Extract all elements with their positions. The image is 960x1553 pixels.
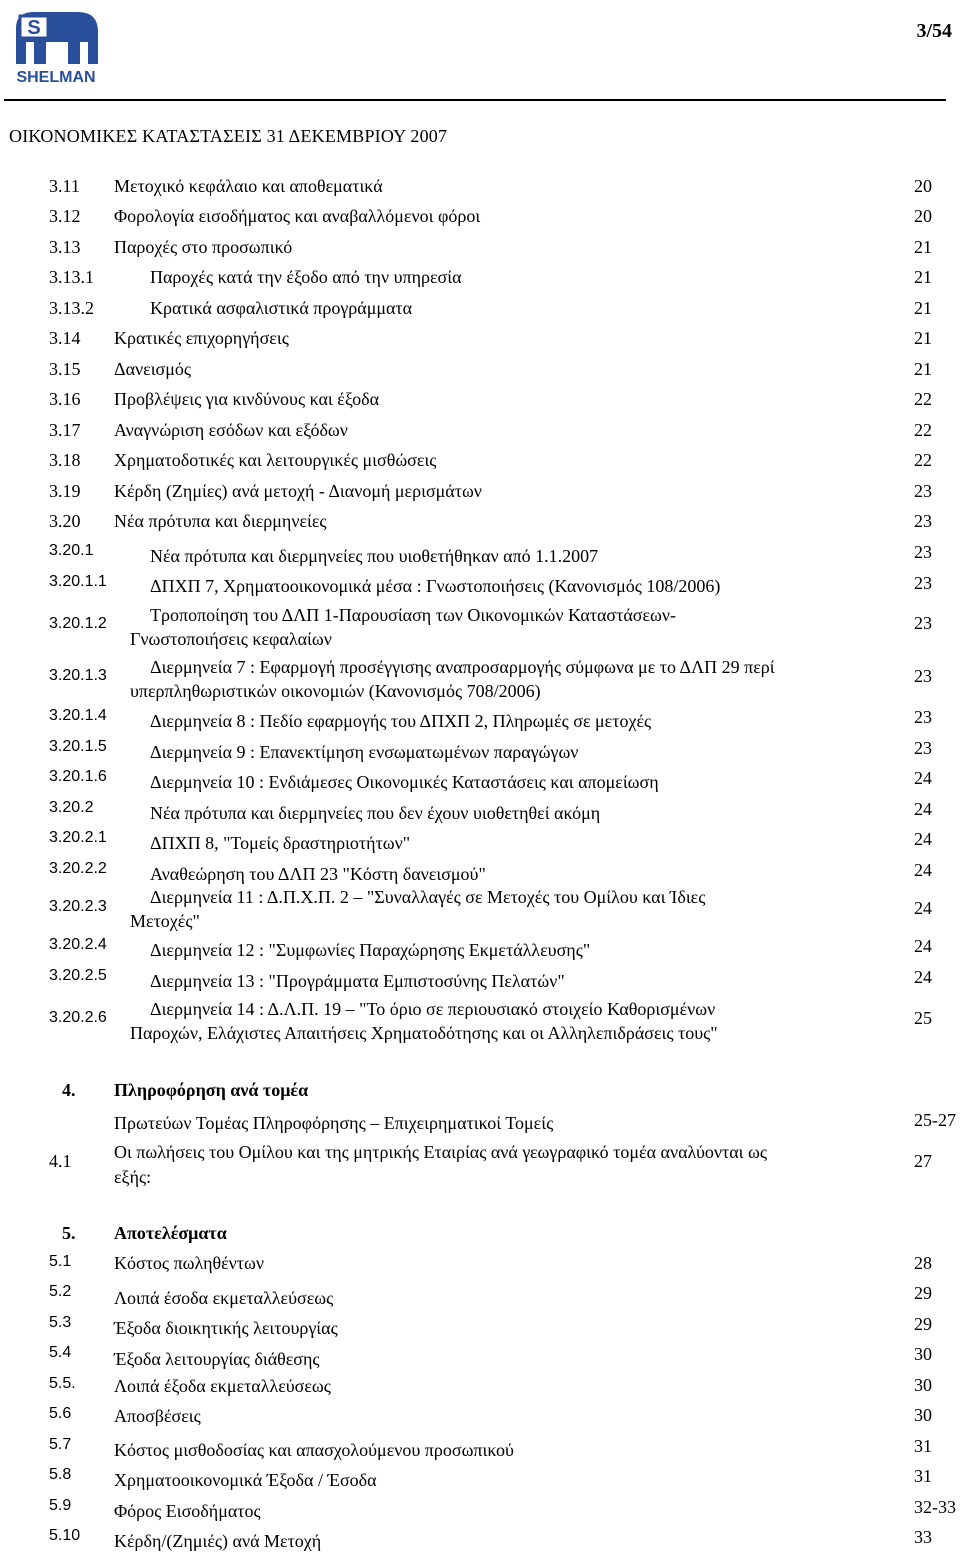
toc-page: 20 (914, 206, 932, 226)
toc-text[interactable]: Χρηματοοικονομικά Έξοδα / Έσοδα (114, 1470, 377, 1490)
toc-page: 23 (914, 542, 932, 562)
toc-text[interactable]: Αναθεώρηση του ΔΛΠ 23 "Κόστη δανεισμού" (150, 864, 486, 884)
toc-num: 3.20.2.2 (49, 860, 107, 877)
toc-text-line1[interactable]: Διερμηνεία 7 : Εφαρμογή προσέγγισης αναπροσαρμογής σύμφωνα με το ΔΛΠ 29 περί (150, 657, 775, 677)
toc-text[interactable]: Διερμηνεία 9 : Επανεκτίμηση ενσωματωμένων παραγώγων (150, 742, 579, 762)
toc-page: 21 (914, 359, 932, 379)
toc-num: 5.8 (49, 1466, 72, 1483)
toc-text[interactable]: Παροχές κατά την έξοδο από την υπηρεσία (150, 267, 462, 287)
toc-num: 3.20.1.6 (49, 768, 107, 785)
toc-page: 22 (914, 450, 932, 470)
toc-text[interactable]: Διερμηνεία 12 : "Συμφωνίες Παραχώρησης Εκμετάλλευσης" (150, 940, 591, 960)
toc-num: 3.20 (49, 511, 81, 531)
toc-num: 3.13.2 (49, 298, 94, 318)
logo-wordmark: SHELMAN (16, 69, 96, 86)
toc-num: 3.18 (49, 450, 81, 470)
toc-num: 3.20.1.1 (49, 573, 107, 590)
toc-page: 24 (914, 860, 932, 880)
toc-num: 3.20.1.2 (49, 615, 107, 632)
toc-text[interactable]: Δανεισμός (114, 359, 192, 379)
toc-num: 3.16 (49, 389, 81, 409)
toc-page: 22 (914, 389, 932, 409)
toc-num: 5.3 (49, 1314, 72, 1331)
toc-text[interactable]: ΔΠΧΠ 8, "Τομείς δραστηριοτήτων" (150, 833, 411, 853)
toc-num: 3.13 (49, 237, 81, 257)
toc-text[interactable]: Διερμηνεία 13 : "Προγράμματα Εμπιστοσύνης Πελατών" (150, 971, 565, 991)
toc-page: 23 (914, 573, 932, 593)
logo-badge: S (27, 17, 41, 39)
toc-page: 28 (914, 1253, 932, 1273)
toc-num: 5.10 (49, 1527, 81, 1544)
toc-num: 4.1 (49, 1151, 72, 1171)
toc-num: 5.6 (49, 1405, 72, 1422)
toc-text[interactable]: Νέα πρότυπα και διερμηνείες (114, 511, 327, 531)
toc-num: 3.20.2.6 (49, 1009, 107, 1026)
toc-num: 3.11 (49, 176, 80, 196)
toc-text[interactable]: Φορολογία εισοδήματος και αναβαλλόμενοι φόροι (114, 206, 481, 226)
toc-text-line2[interactable]: υπερπληθωριστικών οικονομιών (Κανονισμός 708/2006) (130, 681, 541, 701)
toc-page: 24 (914, 799, 932, 819)
toc-page: 29 (914, 1283, 932, 1303)
toc-page: 33 (914, 1527, 932, 1547)
toc-num: 3.20.1.5 (49, 738, 107, 755)
section-num: 5. (62, 1223, 76, 1243)
toc-num: 3.17 (49, 420, 81, 440)
toc-page: 21 (914, 267, 932, 287)
toc-num: 3.20.2.5 (49, 967, 107, 984)
toc-text-line2[interactable]: εξής: (114, 1167, 152, 1187)
toc-num: 3.12 (49, 206, 81, 226)
toc-text-line1[interactable]: Τροποποίηση του ΔΛΠ 1-Παρουσίαση των Οικονομικών Καταστάσεων- (150, 605, 677, 625)
toc-text[interactable]: Διερμηνεία 8 : Πεδίο εφαρμογής του ΔΠΧΠ 2, Πληρωμές σε μετοχές (150, 711, 652, 731)
toc-page: 22 (914, 420, 932, 440)
toc-text[interactable]: Κρατικά ασφαλιστικά προγράμματα (150, 298, 413, 318)
toc-num: 5.4 (49, 1344, 72, 1361)
page-number: 3/54 (916, 20, 952, 42)
toc-num: 5.7 (49, 1436, 72, 1453)
toc-text[interactable]: Κόστος πωληθέντων (114, 1253, 265, 1273)
toc-text[interactable]: Κόστος μισθοδοσίας και απασχολούμενου προσωπικού (114, 1440, 514, 1460)
toc-text[interactable]: Έξοδα διοικητικής λειτουργίας (114, 1318, 338, 1338)
toc-text[interactable]: Κρατικές επιχορηγήσεις (114, 328, 289, 348)
toc-page: 31 (914, 1466, 932, 1486)
toc-page: 27 (914, 1151, 932, 1171)
toc-text-line1[interactable]: Διερμηνεία 14 : Δ.Λ.Π. 19 – "Το όριο σε περιουσιακό στοιχείο Καθορισμένων (150, 999, 716, 1019)
toc-page: 24 (914, 936, 932, 956)
toc-page: 20 (914, 176, 932, 196)
toc-text-line2[interactable]: Παροχών, Ελάχιστες Απαιτήσεις Χρηματοδότησης και οι Αλληλεπιδράσεις τους" (130, 1023, 718, 1043)
toc-text[interactable]: Αποσβέσεις (114, 1406, 201, 1426)
toc-num: 5.1 (49, 1253, 72, 1270)
toc-text[interactable]: Νέα πρότυπα και διερμηνείες που υιοθετήθηκαν από 1.1.2007 (150, 546, 599, 566)
toc-page: 30 (914, 1405, 932, 1425)
toc-text[interactable]: Προβλέψεις για κινδύνους και έξοδα (114, 389, 380, 409)
document-title: ΟΙΚΟΝΟΜΙΚΕΣ ΚΑΤΑΣΤΑΣΕΙΣ 31 ΔΕΚΕΜΒΡΙΟΥ 2007 (9, 126, 448, 146)
toc-page: 30 (914, 1344, 932, 1364)
toc-text[interactable]: Κέρδη (Ζημίες) ανά μετοχή - Διανομή μερισμάτων (114, 481, 482, 501)
toc-num: 3.20.2.1 (49, 829, 107, 846)
toc-text[interactable]: Νέα πρότυπα και διερμηνείες που δεν έχουν υιοθετηθεί ακόμη (150, 803, 601, 823)
toc-num: 3.20.1 (49, 542, 94, 559)
toc-text[interactable]: Μετοχικό κεφάλαιο και αποθεματικά (114, 176, 383, 196)
toc-text[interactable]: Αναγνώριση εσόδων και εξόδων (114, 420, 348, 440)
toc-text[interactable]: Λοιπά έσοδα εκμεταλλεύσεως (114, 1288, 334, 1308)
toc-text[interactable]: Λοιπά έξοδα εκμεταλλεύσεως (114, 1376, 331, 1396)
toc-page: 23 (914, 738, 932, 758)
toc-page: 31 (914, 1436, 932, 1456)
toc-page: 23 (914, 481, 932, 501)
toc-num: 3.20.1.3 (49, 667, 107, 684)
toc-page: 24 (914, 768, 932, 788)
header-rule (4, 99, 946, 101)
toc-num: 3.13.1 (49, 267, 94, 287)
toc-num: 5.5. (49, 1375, 76, 1392)
toc-num: 3.19 (49, 481, 81, 501)
toc-page: 24 (914, 898, 932, 918)
toc-text[interactable]: Πρωτεύων Τομέας Πληροφόρησης – Επιχειρηματικοί Τομείς (114, 1113, 554, 1133)
toc-num: 3.15 (49, 359, 81, 379)
toc-text-line1[interactable]: Διερμηνεία 11 : Δ.Π.Χ.Π. 2 – "Συναλλαγές σε Μετοχές του Ομίλου και Ίδιες (150, 887, 706, 907)
toc-page: 25 (914, 1008, 932, 1028)
toc-text[interactable]: Παροχές στο προσωπικό (114, 237, 293, 257)
toc-page: 23 (914, 707, 932, 727)
section-title: Αποτελέσματα (114, 1223, 227, 1243)
toc-text-line2[interactable]: Γνωστοποιήσεις κεφαλαίων (130, 629, 332, 649)
toc-text[interactable]: Διερμηνεία 10 : Ενδιάμεσες Οικονομικές Καταστάσεις και απομείωση (150, 772, 659, 792)
toc-page: 24 (914, 967, 932, 987)
toc-page: 23 (914, 666, 932, 686)
section-title: Πληροφόρηση ανά τομέα (114, 1080, 309, 1100)
toc-text[interactable]: Φόρος Εισοδήματος (114, 1501, 261, 1521)
toc-num: 3.20.2 (49, 799, 94, 816)
section-num: 4. (62, 1080, 76, 1100)
toc-page: 23 (914, 511, 932, 531)
shelman-logo (6, 6, 106, 88)
toc-page: 21 (914, 298, 932, 318)
toc-text[interactable]: ΔΠΧΠ 7, Χρηματοοικονομικά μέσα : Γνωστοποιήσεις (Κανονισμός 108/2006) (150, 576, 721, 596)
toc-text-line1[interactable]: Οι πωλήσεις του Ομίλου και της μητρικής Εταιρίας ανά γεωγραφικό τομέα αναλύονται ως (114, 1142, 767, 1162)
toc-text[interactable]: Έξοδα λειτουργίας διάθεσης (114, 1349, 320, 1369)
toc-page: 29 (914, 1314, 932, 1334)
toc-page: 21 (914, 328, 932, 348)
toc-num: 3.14 (49, 328, 81, 348)
toc-num: 3.20.2.4 (49, 936, 107, 953)
toc-text-line2[interactable]: Μετοχές" (130, 911, 200, 931)
toc-text[interactable]: Χρηματοδοτικές και λειτουργικές μισθώσεις (114, 450, 437, 470)
toc-num: 3.20.2.3 (49, 898, 107, 915)
toc-text[interactable]: Κέρδη/(Ζημιές) ανά Μετοχή (114, 1531, 322, 1551)
toc-page: 32-33 (914, 1497, 956, 1517)
toc-page: 25-27 (914, 1110, 956, 1130)
toc-num: 5.2 (49, 1283, 72, 1300)
toc-page: 30 (914, 1375, 932, 1395)
toc-num: 3.20.1.4 (49, 707, 107, 724)
toc-page: 24 (914, 829, 932, 849)
toc-page: 23 (914, 613, 932, 633)
toc-page: 21 (914, 237, 932, 257)
toc-num: 5.9 (49, 1497, 72, 1514)
